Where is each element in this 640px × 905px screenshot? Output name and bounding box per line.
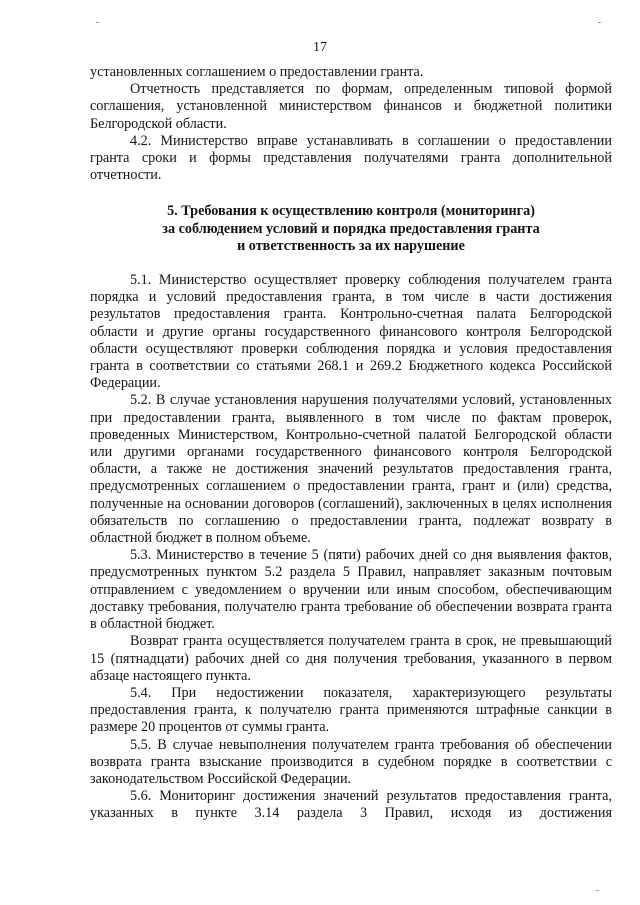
paragraph: 5.5. В случае невыполнения получателем гранта требования об обеспечении возврата гранта взыскание производится в судебном порядке в соответствии с законодательством Российской Федерации. bbox=[90, 736, 612, 787]
paragraph: Возврат гранта осуществляется получателем гранта в срок, не превышающий 15 (пятнадцати) рабочих дней со дня получения требования, указанного в первом абзаце настоящего пункта. bbox=[90, 633, 612, 684]
paragraph: Отчетность представляется по формам, определенным типовой формой соглашения, установленной министерством финансов и бюджетной политики Белгородской области. bbox=[90, 81, 612, 132]
paragraph: 4.2. Министерство вправе устанавливать в соглашении о предоставлении гранта сроки и формы представления получателями гранта дополнительной отчетности. bbox=[90, 132, 612, 184]
paragraph: установленных соглашением о предоставлении гранта. bbox=[90, 64, 424, 80]
paragraph: 5.4. При недостижении показателя, характеризующего результаты предоставления гранта, к получателю гранта применяются штрафные санкции в размере 20 процентов от суммы гранта. bbox=[90, 684, 612, 736]
scan-mark bbox=[596, 890, 599, 891]
paragraph: 5.3. Министерство в течение 5 (пяти) рабочих дней со дня выявления фактов, предусмотренных пунктом 5.2 раздела 5 Правил, направляет заказным почтовым отправлением с уведомлением о вручении или иным способом, обеспечивающим доставку требования, получателю гранта требование об обеспечении возврата гранта в областной бюджет. bbox=[90, 547, 612, 633]
heading-line: за соблюдением условий и порядка предоставления гранта bbox=[162, 220, 540, 237]
scan-mark bbox=[598, 22, 601, 23]
section-heading bbox=[90, 203, 612, 255]
document-body bbox=[90, 64, 612, 823]
scan-mark bbox=[96, 22, 99, 23]
paragraph: 5.6. Мониторинг достижения значений результатов предоставления гранта, указанных в пункте 3.14 раздела 3 Правил, исходя из достижения bbox=[90, 788, 612, 822]
paragraphs-main bbox=[90, 272, 612, 823]
paragraph: 5.2. В случае установления нарушения получателями условий, установленных при предоставлении гранта, выявленного в том числе по фактам проверок, проведенных Министерством, Контрольно-счетной палатой Белгородской области или другими органами государственного финансового контроля Белгородской области, а также не достижения значений результатов предоставления гранта, предусмотренных соглашением о предоставлении гранта, грант и (или) средства, полученные на основании договоров (соглашений), заключенных в целях исполнения обязательств по соглашению о предоставлении гранта, подлежат возврату в областной бюджет в полном объеме. bbox=[90, 392, 612, 547]
heading-line: и ответственность за их нарушение bbox=[237, 237, 465, 254]
paragraphs-top bbox=[90, 64, 612, 184]
heading-line: 5. Требования к осуществлению контроля (мониторинга) bbox=[167, 203, 535, 220]
page-number: 17 bbox=[313, 40, 327, 55]
paragraph: 5.1. Министерство осуществляет проверку соблюдения получателем гранта порядка и условий предоставления гранта, в том числе в части достижения результатов предоставления гранта. Контрольно-счетная палата Белгородской области и другие органы государственного финансового контроля Белгородской области осуществляют проверки соблюдения порядка и условия предоставления гранта в соответствии со статьями 268.1 и 269.2 Бюджетного кодекса Российской Федерации. bbox=[90, 272, 612, 392]
